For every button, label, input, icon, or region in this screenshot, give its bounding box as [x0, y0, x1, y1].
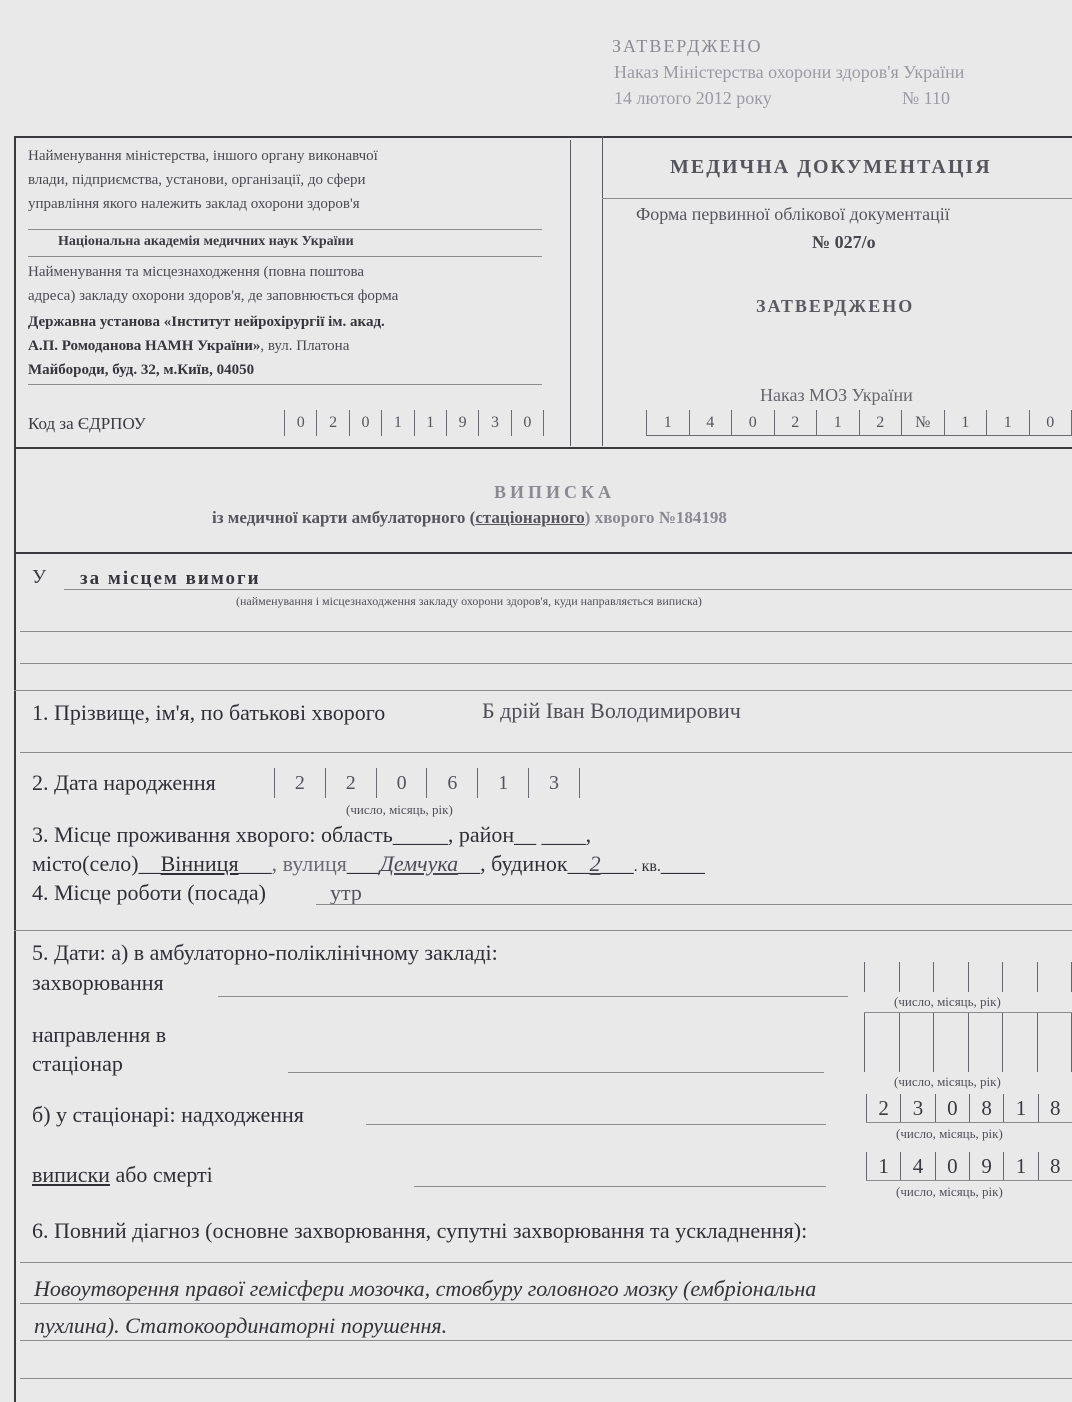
dob-label: 2. Дата народження [32, 770, 216, 795]
facility-value-2: А.П. Ромоданова НАМН України», вул. Платона [28, 338, 350, 354]
edrpou-digit: 1 [414, 410, 446, 436]
admission-digit: 0 [935, 1094, 969, 1122]
referral-date-caption: (число, місяць, рік) [894, 1074, 1001, 1089]
frame-top [14, 136, 1072, 138]
header-bottom [14, 447, 1072, 449]
discharge-label: виписки або смерті [32, 1162, 213, 1187]
discharge-date-boxes [866, 1152, 1072, 1180]
order-digit: 2 [774, 410, 817, 436]
facility-label-2: адреса) закладу охорони здоров'я, де заповнюється форма [28, 288, 399, 304]
referral-label-1: направлення в [32, 1022, 167, 1047]
edrpou-digit: 0 [511, 410, 544, 436]
order-digit: 4 [689, 410, 732, 436]
discharge-digit: 1 [1003, 1152, 1037, 1180]
admission-digit: 2 [866, 1094, 900, 1122]
discharge-digit: 4 [900, 1152, 934, 1180]
dob-digit: 2 [325, 768, 376, 798]
moz-order: Наказ МОЗ України [760, 385, 913, 405]
edrpou-digit: 0 [349, 410, 381, 436]
edrpou-digit: 1 [381, 410, 413, 436]
admission-date-boxes [866, 1094, 1072, 1122]
facility-value-3: Майбороди, буд. 32, м.Київ, 04050 [28, 362, 255, 378]
ministry-label-2: влади, підприємства, установи, організації, до сфери [28, 172, 366, 188]
address-line-2: місто(село)__Вінниця___, вулиця___Демчука__, будинок__2___. кв.____ [32, 851, 705, 876]
dob-digit: 2 [274, 768, 325, 798]
illness-date-caption: (число, місяць, рік) [894, 994, 1001, 1009]
dob-digit: 1 [477, 768, 528, 798]
diagnosis-text-1: Новоутворення правої гемісфери мозочка, стовбуру головного мозку (ембріональна [34, 1276, 817, 1301]
order-digit: 1 [816, 410, 859, 436]
work-value: утр [330, 880, 362, 905]
frame-left [14, 136, 16, 1402]
discharge-digit: 8 [1038, 1152, 1072, 1180]
discharge-digit: 9 [969, 1152, 1003, 1180]
edrpou-digit: 0 [284, 410, 316, 436]
referral-date-boxes [864, 1012, 1072, 1072]
approval-date: 14 лютого 2012 року [614, 88, 772, 108]
document-title: ВИПИСКА [494, 482, 616, 502]
admission-digit: 3 [900, 1094, 934, 1122]
admission-date-caption: (число, місяць, рік) [896, 1126, 1003, 1141]
name-label: 1. Прізвище, ім'я, по батькові хворого [32, 700, 386, 725]
order-digit: 0 [1029, 410, 1072, 436]
order-digit: 1 [944, 410, 987, 436]
facility-value-1: Державна установа «Інститут нейрохірургії ім. акад. [28, 314, 385, 330]
order-digit: 2 [859, 410, 902, 436]
illness-label: захворювання [32, 970, 164, 995]
medical-doc-title: МЕДИЧНА ДОКУМЕНТАЦІЯ [670, 156, 992, 178]
dob-boxes [274, 768, 580, 798]
facility-label-1: Найменування та місцезнаходження (повна поштова [28, 264, 365, 280]
admission-digit: 8 [1038, 1094, 1072, 1122]
edrpou-label: Код за ЄДРПОУ [28, 414, 146, 433]
diagnosis-label: 6. Повний діагноз (основне захворювання, супутні захворювання та ускладнення): [32, 1218, 808, 1243]
edrpou-digit: 9 [446, 410, 478, 436]
approval-title: ЗАТВЕРДЖЕНО [612, 36, 763, 56]
edrpou-code [284, 410, 544, 436]
order-digit: 0 [731, 410, 774, 436]
recipient-prefix: У [32, 566, 47, 588]
work-label: 4. Місце роботи (посада) [32, 880, 266, 905]
diagnosis-text-2: пухлина). Статокоординаторні порушення. [34, 1313, 448, 1338]
admission-digit: 8 [969, 1094, 1003, 1122]
name-value: Б дрій Іван Володимирович [482, 698, 741, 723]
approval-number: № 110 [902, 88, 951, 108]
dob-digit: 6 [426, 768, 477, 798]
address-label: 3. Місце проживання хворого: область_____, район__ ____, [32, 822, 592, 847]
approval-order-line: Наказ Міністерства охорони здоров'я України [614, 62, 965, 82]
dob-digit: 0 [376, 768, 427, 798]
edrpou-digit: 3 [478, 410, 510, 436]
header-inner-divider [570, 140, 571, 446]
dob-caption: (число, місяць, рік) [346, 802, 453, 817]
discharge-digit: 1 [866, 1152, 900, 1180]
dob-digit: 3 [528, 768, 580, 798]
header-divider [602, 136, 603, 446]
recipient-caption: (найменування і місцезнаходження закладу охорони здоров'я, куди направляється виписка) [236, 594, 702, 608]
order-code [646, 410, 1072, 436]
recipient-value: за місцем вимоги [80, 568, 261, 589]
order-digit: № [901, 410, 944, 436]
dates-label: 5. Дати: а) в амбулаторно-поліклінічному закладі: [32, 940, 498, 965]
referral-label-2: стаціонар [32, 1051, 123, 1076]
order-digit: 1 [986, 410, 1029, 436]
discharge-date-caption: (число, місяць, рік) [896, 1184, 1003, 1199]
ministry-label-1: Найменування міністерства, іншого органу виконавчої [28, 148, 378, 164]
edrpou-digit: 2 [316, 410, 348, 436]
document-subtitle: із медичної карти амбулаторного (стаціонарного) хворого №184198 [212, 508, 727, 527]
order-digit: 1 [646, 410, 689, 436]
ministry-value: Національна академія медичних наук України [58, 234, 354, 249]
discharge-digit: 0 [935, 1152, 969, 1180]
ministry-label-3: управління якого належить заклад охорони здоров'я [28, 196, 360, 212]
form-number: № 027/о [812, 232, 876, 252]
hospital-label: б) у стаціонарі: надходження [32, 1102, 304, 1127]
admission-digit: 1 [1003, 1094, 1037, 1122]
illness-date-boxes [864, 962, 1072, 992]
form-line: Форма первинної облікової документації [636, 204, 950, 224]
right-approved: ЗАТВЕРДЖЕНО [756, 296, 915, 316]
